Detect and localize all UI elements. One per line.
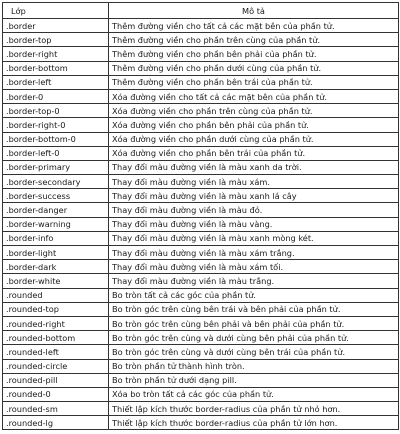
table-row [3, 132, 399, 146]
class-name-cell: .border-secondary [3, 175, 109, 189]
description-cell: Xóa đường viền cho phần bên trái của phần tử. [109, 146, 399, 160]
description-cell: Xóa đường viền cho phần dưới cùng của phần tử. [109, 132, 399, 146]
class-name-cell: .border-success [3, 189, 109, 203]
class-name-cell: .border-danger [3, 203, 109, 217]
class-name-cell: .border-light [3, 246, 109, 260]
class-name-cell: .rounded-pill [3, 373, 109, 387]
table-row [3, 75, 399, 89]
description-cell: Bo tròn phần tử thành hình tròn. [109, 359, 399, 373]
class-name-cell: .border [3, 19, 109, 33]
class-name-cell: .rounded-circle [3, 359, 109, 373]
table-row [3, 146, 399, 160]
table-row [3, 302, 399, 316]
table-row [3, 175, 399, 189]
description-cell: Xóa đường viền cho phần trên cùng của phần tử. [109, 104, 399, 118]
class-name-cell: .border-left-0 [3, 146, 109, 160]
description-cell: Thêm đường viền cho phần dưới cùng của phần tử. [109, 61, 399, 75]
table-row [3, 331, 399, 345]
class-name-cell: .border-left [3, 75, 109, 89]
description-cell: Xóa đường viền cho tất cả các mặt bên của phần tử. [109, 89, 399, 103]
table-header-row [3, 3, 399, 19]
table-row [3, 160, 399, 174]
description-cell: Thay đổi màu đường viền là màu trắng. [109, 274, 399, 288]
class-name-cell: .border-bottom [3, 61, 109, 75]
table-row [3, 189, 399, 203]
description-cell: Thêm đường viền cho tất cả các mặt bên của phần tử. [109, 19, 399, 33]
class-name-cell: .border-right [3, 47, 109, 61]
description-cell: Bo tròn góc trên cùng và dưới cùng bên phải của phần tử. [109, 331, 399, 345]
table-row [3, 260, 399, 274]
table-row [3, 19, 399, 33]
description-cell: Thêm đường viền cho phần bên trái của phần tử. [109, 75, 399, 89]
table-row [3, 274, 399, 288]
description-cell: Xóa đường viền cho phần bên phải của phần tử. [109, 118, 399, 132]
description-cell: Thay đổi màu đường viền là màu xám tối. [109, 260, 399, 274]
class-name-cell: .border-right-0 [3, 118, 109, 132]
description-cell: Bo tròn tất cả các góc của phần tử. [109, 288, 399, 302]
description-cell: Thay đổi màu đường viền là màu xanh lá cây [109, 189, 399, 203]
table-row [3, 387, 399, 401]
description-cell: Thay đổi màu đường viền là màu xanh da trời. [109, 160, 399, 174]
class-name-cell: .rounded-lg [3, 416, 109, 430]
table-row [3, 47, 399, 61]
description-cell: Thay đổi màu đường viền là màu xám trắng. [109, 246, 399, 260]
class-name-cell: .border-0 [3, 89, 109, 103]
class-name-cell: .rounded-left [3, 345, 109, 359]
description-cell: Thay đổi màu đường viền là màu vàng. [109, 217, 399, 231]
table-row [3, 402, 399, 416]
class-name-cell: .rounded-right [3, 316, 109, 330]
class-name-cell: .rounded-top [3, 302, 109, 316]
class-name-cell: .rounded-sm [3, 402, 109, 416]
class-name-cell: .border-info [3, 231, 109, 245]
description-cell: Thay đổi màu đường viền là màu xám. [109, 175, 399, 189]
class-name-cell: .border-dark [3, 260, 109, 274]
table-row [3, 217, 399, 231]
description-cell: Bo tròn góc trên cùng bên trái và bên phải của phần tử. [109, 302, 399, 316]
class-name-cell: .rounded-bottom [3, 331, 109, 345]
class-name-cell: .border-warning [3, 217, 109, 231]
table-row [3, 246, 399, 260]
column-header-class: Lớp [3, 3, 109, 19]
class-name-cell: .border-white [3, 274, 109, 288]
column-header-description: Mô tả [109, 3, 399, 19]
description-cell: Bo tròn góc trên cùng bên phải và bên phải của phần tử. [109, 316, 399, 330]
table-row [3, 288, 399, 302]
description-cell: Thay đổi màu đường viền là màu đỏ. [109, 203, 399, 217]
table-row [3, 416, 399, 430]
table-row [3, 89, 399, 103]
table-row [3, 359, 399, 373]
border-classes-table [2, 2, 399, 430]
table-row [3, 118, 399, 132]
description-cell: Xóa bo tròn tất cả các góc của phần tử. [109, 387, 399, 401]
table-row [3, 373, 399, 387]
description-cell: Thay đổi màu đường viền là màu xanh mòng két. [109, 231, 399, 245]
description-cell: Thiết lập kích thước border-radius của phần tử lớn hơn. [109, 416, 399, 430]
description-cell: Thiết lập kích thước border-radius của phần tử nhỏ hơn. [109, 402, 399, 416]
class-name-cell: .rounded-0 [3, 387, 109, 401]
description-cell: Thêm đường viền cho phần bên phải của phần tử. [109, 47, 399, 61]
table-body [3, 19, 399, 430]
table-row [3, 104, 399, 118]
table-row [3, 345, 399, 359]
table-row [3, 203, 399, 217]
description-cell: Bo tròn góc trên cùng và dưới cùng bên trái của phần tử. [109, 345, 399, 359]
class-name-cell: .border-primary [3, 160, 109, 174]
table-row [3, 316, 399, 330]
class-name-cell: .rounded [3, 288, 109, 302]
class-name-cell: .border-top [3, 33, 109, 47]
table-row [3, 231, 399, 245]
description-cell: Bo tròn phần tử dưới dạng pill. [109, 373, 399, 387]
table-row [3, 61, 399, 75]
description-cell: Thêm đường viền cho phần trên cùng của phần tử. [109, 33, 399, 47]
table-row [3, 33, 399, 47]
class-name-cell: .border-top-0 [3, 104, 109, 118]
class-name-cell: .border-bottom-0 [3, 132, 109, 146]
